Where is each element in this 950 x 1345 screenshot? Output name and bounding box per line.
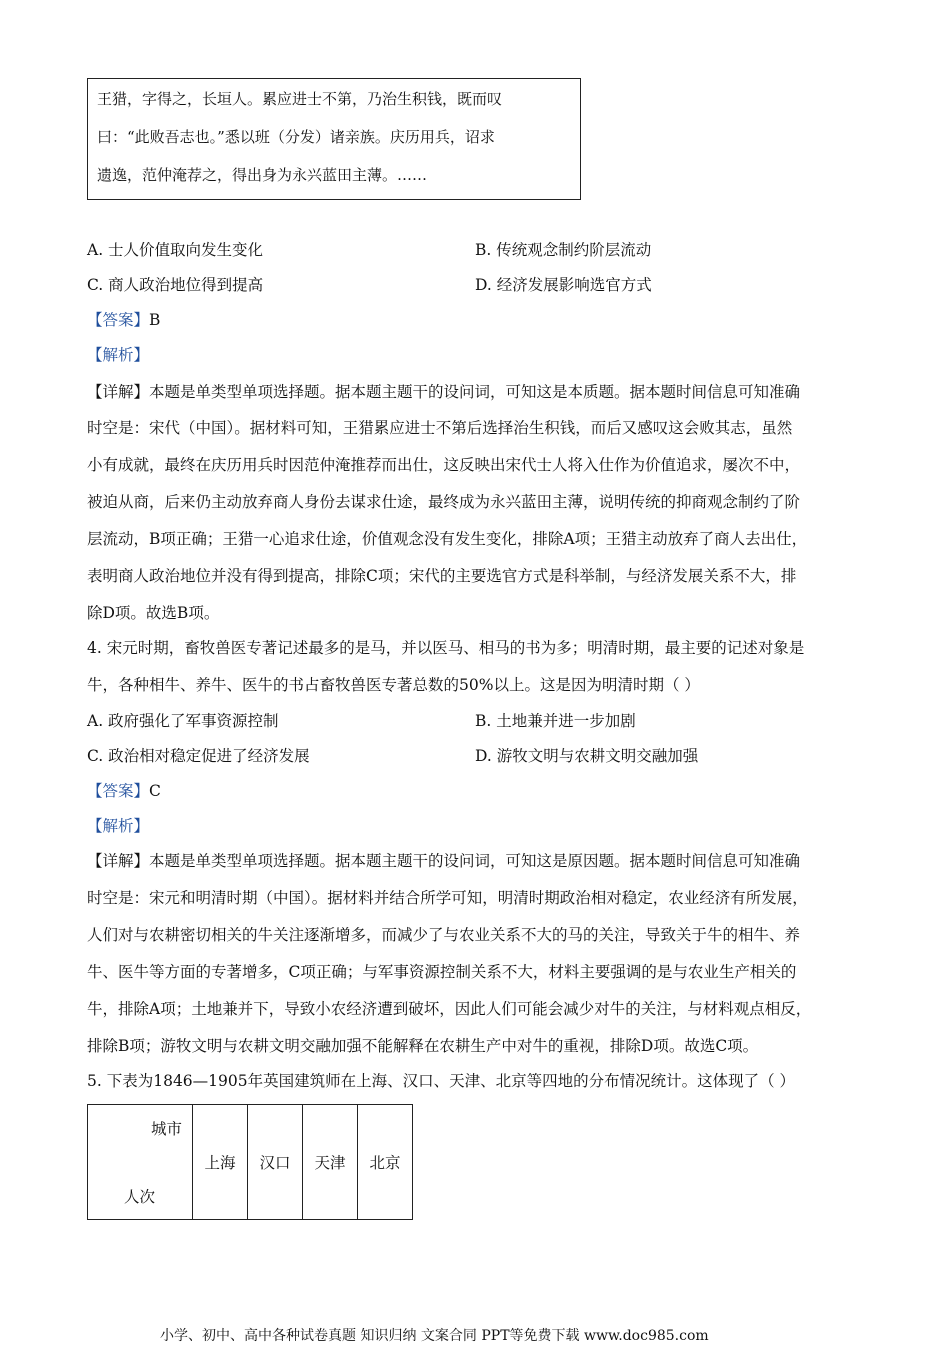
answer-value: B [149, 311, 161, 329]
q4-detail-line: 牛、医牛等方面的专著增多，C项正确；与军事资源控制关系不大，材料主要强调的是与农业生产相关的 [87, 963, 797, 981]
q4-detail-line: 【详解】本题是单类型单项选择题。据本题主题干的设问词，可知这是原因题。据本题时间信息可知准确 [87, 852, 801, 870]
answer-label: 【答案】 [87, 782, 150, 800]
q4-stem-line: 4. 宋元时期，畜牧兽医专著记述最多的是马，并以医马、相马的书为多；明清时期，最主要的记述对象是 [87, 639, 805, 657]
q3-detail-line: 表明商人政治地位并没有得到提高，排除C项；宋代的主要选官方式是科举制，与经济发展关系不大，排 [87, 567, 797, 585]
q3-detail-line: 小有成就，最终在庆历用兵时因范仲淹推荐而出仕，这反映出宋代士人将入仕作为价值追求，屡次不中， [87, 456, 801, 474]
q4-option-a: A. 政府强化了军事资源控制 [87, 712, 279, 730]
q3-detail-line: 被迫从商，后来仍主动放弃商人身份去谋求仕途，最终成为永兴蓝田主薄，说明传统的抑商观念制约了阶 [87, 493, 801, 511]
q4-option-d: D. 游牧文明与农耕文明交融加强 [475, 747, 699, 765]
q4-detail-line: 人们对与农耕密切相关的牛关注逐渐增多，而减少了与农业关系不大的马的关注，导致关于牛的相牛、养 [87, 926, 801, 944]
q4-detail-line: 牛，排除A项；土地兼并下，导致小农经济遭到破坏，因此人们可能会减少对牛的关注，与材料观点相反， [87, 1000, 812, 1018]
q3-option-a: A. 士人价值取向发生变化 [87, 241, 264, 259]
q4-stem-line: 牛，各种相牛、养牛、医牛的书占畜牧兽医专著总数的50%以上。这是因为明清时期（ ） [87, 676, 700, 694]
city-table [87, 1104, 413, 1220]
quote-line: 王猎，字得之，长垣人。累应进士不第，乃治生积钱，既而叹 [97, 90, 503, 108]
q4-detail-line: 排除B项；游牧文明与农耕文明交融加强不能解释在农耕生产中对牛的重视，排除D项。故选C项。 [87, 1037, 759, 1055]
city-cell-shanghai: 上海 [193, 1105, 248, 1220]
q3-option-d: D. 经济发展影响选官方式 [475, 276, 652, 294]
q3-detail-line: 除D项。故选B项。 [87, 604, 220, 622]
answer-value: C [149, 782, 161, 800]
q4-option-c: C. 政治相对稳定促进了经济发展 [87, 747, 310, 765]
quote-box [87, 78, 581, 200]
q3-detail-line: 层流动，B项正确；王猎一心追求仕途，价值观念没有发生变化，排除A项；王猎主动放弃了商人去出仕， [87, 530, 808, 548]
q4-analysis-label: 【解析】 [87, 817, 150, 835]
header-city: 城市 [150, 1120, 182, 1138]
q4-answer [87, 781, 161, 801]
q5-stem: 5. 下表为1846—1905年英国建筑师在上海、汉口、天津、北京等四地的分布情况统计。这体现了（ ） [87, 1072, 796, 1090]
city-cell-beijing: 北京 [358, 1105, 413, 1220]
quote-line: 遗逸，范仲淹荐之，得出身为永兴蓝田主薄。…… [97, 166, 428, 184]
page-footer: 小学、初中、高中各种试卷真题 知识归纳 文案合同 PPT等免费下载 www.doc985.com [160, 1328, 709, 1344]
table-header-cell [88, 1105, 193, 1220]
answer-label: 【答案】 [87, 311, 150, 329]
q3-option-b: B. 传统观念制约阶层流动 [475, 241, 652, 259]
quote-line: 曰：“此败吾志也。”悉以班（分发）诸亲族。庆历用兵，诏求 [97, 128, 495, 146]
q3-option-c: C. 商人政治地位得到提高 [87, 276, 264, 294]
city-cell-tianjin: 天津 [303, 1105, 358, 1220]
q3-answer [87, 310, 160, 330]
q3-detail-line: 【详解】本题是单类型单项选择题。据本题主题干的设问词，可知这是本质题。据本题时间信息可知准确 [87, 383, 801, 401]
q4-option-b: B. 土地兼并进一步加剧 [475, 712, 636, 730]
q3-analysis-label: 【解析】 [87, 346, 150, 364]
city-cell-hankou: 汉口 [248, 1105, 303, 1220]
q4-detail-line: 时空是：宋元和明清时期（中国）。据材料并结合所学可知，明清时期政治相对稳定，农业经济有所发展， [87, 889, 808, 907]
q3-detail-line: 时空是：宋代（中国）。据材料可知，王猎累应进士不第后选择治生积钱，而后又感叹这会败其志，虽然 [87, 419, 793, 437]
header-count: 人次 [124, 1188, 156, 1206]
